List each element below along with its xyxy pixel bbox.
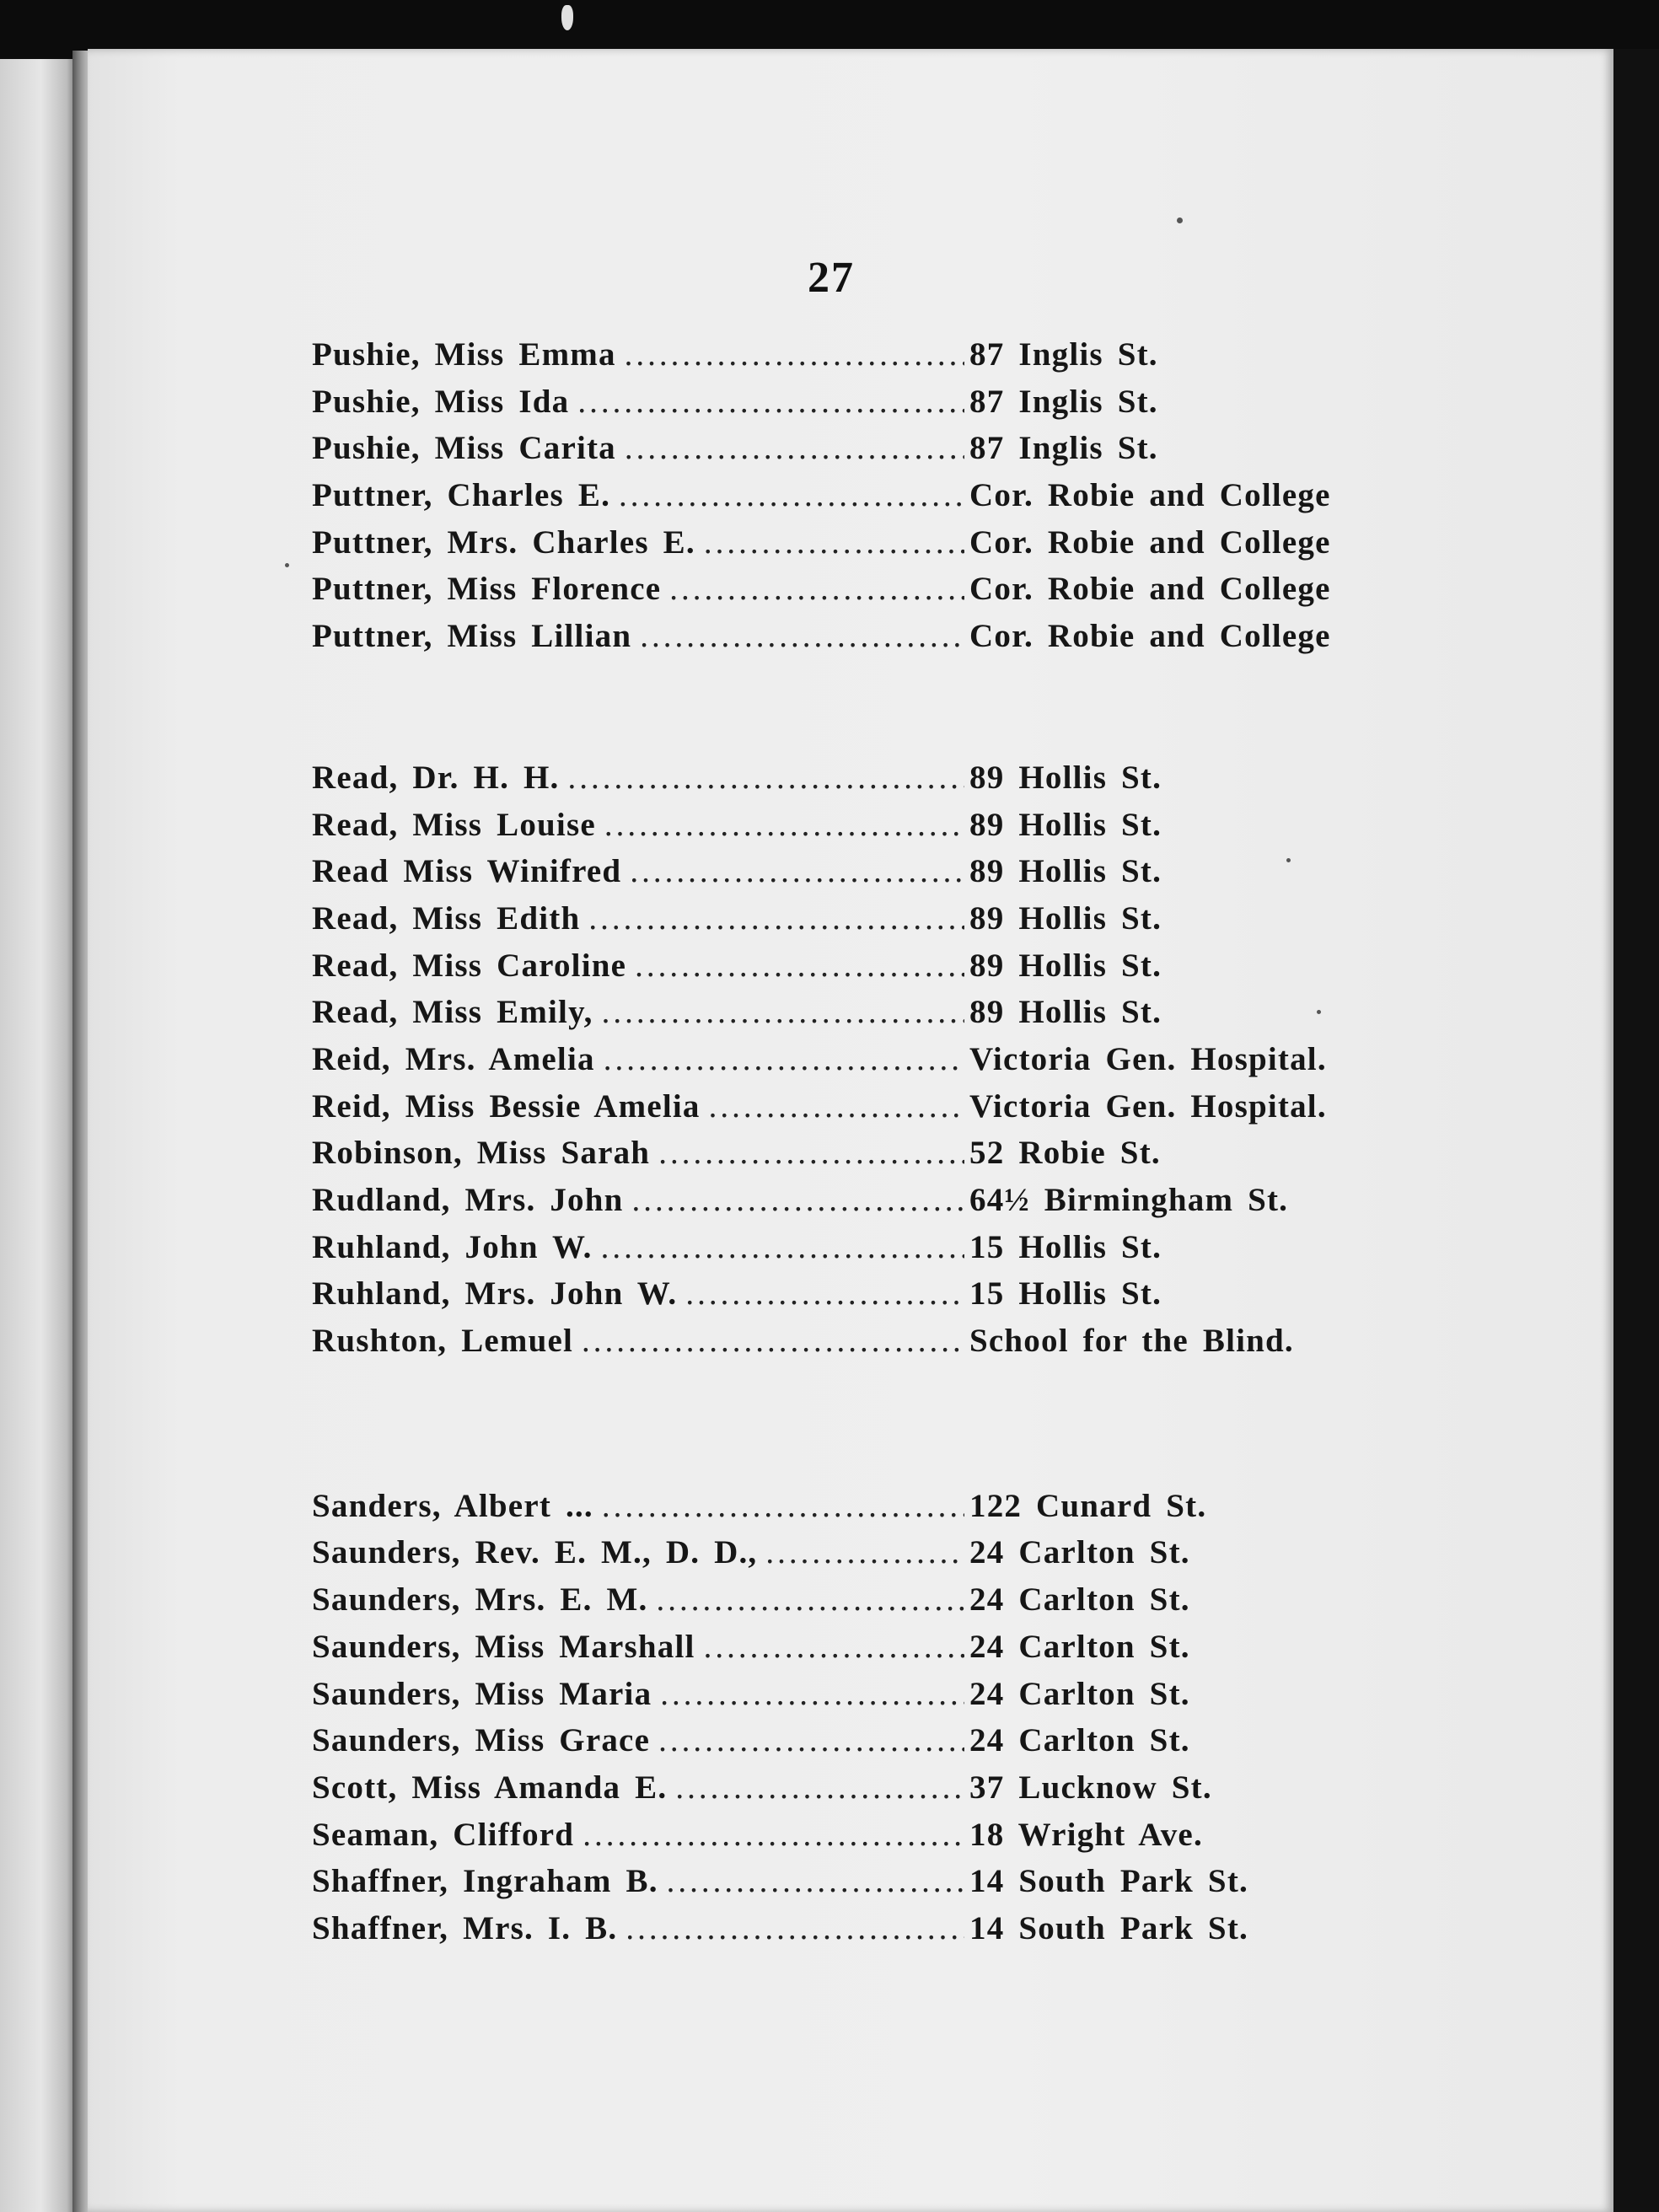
entry-name: Read, Miss Caroline <box>312 947 627 984</box>
leader-dots <box>630 852 964 890</box>
directory-entry <box>312 899 1425 947</box>
facing-page-edge <box>0 59 74 2212</box>
directory-entry <box>312 852 1425 899</box>
entry-address: Cor. Robie and College <box>969 477 1331 514</box>
leader-dots <box>625 429 964 467</box>
entry-address: 122 Cunard St. <box>969 1487 1207 1524</box>
entry-address: 89 Hollis St. <box>969 759 1162 796</box>
entry-name: Rushton, Lemuel <box>312 1323 574 1360</box>
entry-address: 18 Wright Ave. <box>969 1816 1203 1853</box>
entry-name: Robinson, Miss Sarah <box>312 1135 651 1172</box>
entry-address: 89 Hollis St. <box>969 853 1162 890</box>
leader-dots <box>685 1275 964 1313</box>
leader-dots <box>667 1862 964 1900</box>
leader-dots <box>577 383 964 421</box>
leader-dots <box>709 1087 964 1125</box>
directory-entry <box>312 1769 1425 1816</box>
entry-name: Saunders, Mrs. E. M. <box>312 1581 648 1619</box>
entry-name: Read, Miss Edith <box>312 899 581 937</box>
entry-name: Saunders, Miss Marshall <box>312 1628 695 1665</box>
leader-dots <box>675 1769 964 1807</box>
page-number: 27 <box>808 254 855 302</box>
directory-entry <box>312 1675 1425 1722</box>
entry-name: Seaman, Clifford <box>312 1816 575 1853</box>
entry-name: Scott, Miss Amanda E. <box>312 1769 668 1806</box>
directory-entry <box>312 1581 1425 1628</box>
leader-dots <box>765 1533 964 1571</box>
directory-entry <box>312 947 1425 994</box>
section-p <box>312 336 1425 664</box>
leader-dots <box>601 1228 964 1266</box>
entry-name: Saunders, Miss Grace <box>312 1722 651 1759</box>
entry-name: Saunders, Rev. E. M., D. D., <box>312 1534 758 1571</box>
leader-dots <box>625 1909 964 1947</box>
leader-dots <box>567 759 964 797</box>
entry-name: Puttner, Charles E. <box>312 477 611 514</box>
leader-dots <box>660 1675 964 1713</box>
leader-dots <box>588 899 964 937</box>
entry-name: Reid, Mrs. Amelia <box>312 1040 595 1077</box>
leader-dots <box>602 1487 964 1525</box>
entry-address: 37 Lucknow St. <box>969 1769 1212 1806</box>
entry-address: 52 Robie St. <box>969 1135 1161 1172</box>
entry-address: 24 Carlton St. <box>969 1628 1190 1665</box>
entry-name: Pushie, Miss Emma <box>312 336 616 373</box>
directory-entry <box>312 1275 1425 1322</box>
leader-dots <box>619 476 964 514</box>
directory-listing <box>312 336 1425 1957</box>
entry-address: 87 Inglis St. <box>969 336 1158 373</box>
directory-entry <box>312 1181 1425 1228</box>
directory-entry <box>312 993 1425 1040</box>
leader-dots <box>704 523 964 561</box>
entry-address: 15 Hollis St. <box>969 1275 1162 1313</box>
leader-dots <box>583 1816 964 1854</box>
directory-entry <box>312 617 1425 664</box>
leader-dots <box>582 1322 964 1360</box>
scan-border-right <box>1613 49 1659 2212</box>
directory-entry <box>312 476 1425 523</box>
entry-name: Read, Miss Louise <box>312 806 596 843</box>
entry-name: Puttner, Mrs. Charles E. <box>312 523 695 561</box>
directory-entry <box>312 1487 1425 1534</box>
entry-name: Read Miss Winifred <box>312 853 622 890</box>
entry-name: Shaffner, Ingraham B. <box>312 1863 658 1900</box>
entry-name: Shaffner, Mrs. I. B. <box>312 1909 618 1946</box>
leader-dots <box>656 1581 964 1619</box>
ink-speck <box>1177 217 1183 223</box>
entry-address: School for the Blind. <box>969 1323 1294 1360</box>
entry-address: 24 Carlton St. <box>969 1581 1190 1619</box>
entry-address: 89 Hollis St. <box>969 806 1162 843</box>
entry-address: 64½ Birmingham St. <box>969 1182 1289 1218</box>
entry-address: Cor. Robie and College <box>969 523 1331 561</box>
leader-dots <box>669 570 964 608</box>
directory-entry <box>312 523 1425 571</box>
directory-entry <box>312 1533 1425 1581</box>
entry-address: Cor. Robie and College <box>969 571 1331 608</box>
leader-dots <box>658 1134 964 1172</box>
leader-dots <box>704 1628 964 1666</box>
directory-entry <box>312 383 1425 430</box>
leader-dots <box>640 617 964 655</box>
section-s <box>312 1487 1425 1957</box>
entry-address: Victoria Gen. Hospital. <box>969 1087 1327 1125</box>
scan-artifact <box>561 5 573 30</box>
entry-name: Read, Miss Emily, <box>312 994 593 1031</box>
directory-entry <box>312 1816 1425 1863</box>
entry-address: 24 Carlton St. <box>969 1675 1190 1712</box>
directory-entry <box>312 1721 1425 1769</box>
directory-entry <box>312 1322 1425 1369</box>
entry-name: Pushie, Miss Ida <box>312 383 570 420</box>
directory-entry <box>312 1628 1425 1675</box>
directory-entry <box>312 336 1425 383</box>
leader-dots <box>625 336 964 373</box>
entry-name: Ruhland, John W. <box>312 1228 593 1265</box>
directory-entry <box>312 1040 1425 1087</box>
directory-entry <box>312 1909 1425 1957</box>
entry-address: 87 Inglis St. <box>969 430 1158 467</box>
entry-name: Rudland, Mrs. John <box>312 1182 624 1218</box>
directory-entry <box>312 806 1425 853</box>
entry-name: Saunders, Miss Maria <box>312 1675 652 1712</box>
entry-name: Pushie, Miss Carita <box>312 430 616 467</box>
directory-entry <box>312 1228 1425 1275</box>
directory-entry <box>312 759 1425 806</box>
entry-name: Sanders, Albert ... <box>312 1487 593 1524</box>
entry-address: 24 Carlton St. <box>969 1722 1190 1759</box>
leader-dots <box>602 993 964 1031</box>
entry-name: Reid, Miss Bessie Amelia <box>312 1087 701 1125</box>
directory-entry <box>312 1087 1425 1135</box>
leader-dots <box>635 947 964 985</box>
entry-name: Puttner, Miss Lillian <box>312 618 632 655</box>
entry-address: 14 South Park St. <box>969 1909 1248 1946</box>
directory-entry <box>312 570 1425 617</box>
entry-address: 24 Carlton St. <box>969 1534 1190 1571</box>
entry-name: Puttner, Miss Florence <box>312 571 662 608</box>
leader-dots <box>604 1040 964 1078</box>
entry-address: 89 Hollis St. <box>969 899 1162 937</box>
entry-name: Read, Dr. H. H. <box>312 759 560 796</box>
entry-address: 89 Hollis St. <box>969 994 1162 1031</box>
leader-dots <box>658 1721 964 1759</box>
section-r <box>312 759 1425 1369</box>
directory-entry <box>312 1134 1425 1181</box>
entry-address: Victoria Gen. Hospital. <box>969 1040 1327 1077</box>
entry-address: 89 Hollis St. <box>969 947 1162 984</box>
entry-address: 15 Hollis St. <box>969 1228 1162 1265</box>
directory-entry <box>312 1862 1425 1909</box>
leader-dots <box>604 806 964 844</box>
ink-speck <box>285 563 289 567</box>
leader-dots <box>632 1181 964 1219</box>
entry-address: 87 Inglis St. <box>969 383 1158 420</box>
entry-name: Ruhland, Mrs. John W. <box>312 1275 678 1313</box>
entry-address: 14 South Park St. <box>969 1863 1248 1900</box>
entry-address: Cor. Robie and College <box>969 618 1331 655</box>
directory-entry <box>312 429 1425 476</box>
